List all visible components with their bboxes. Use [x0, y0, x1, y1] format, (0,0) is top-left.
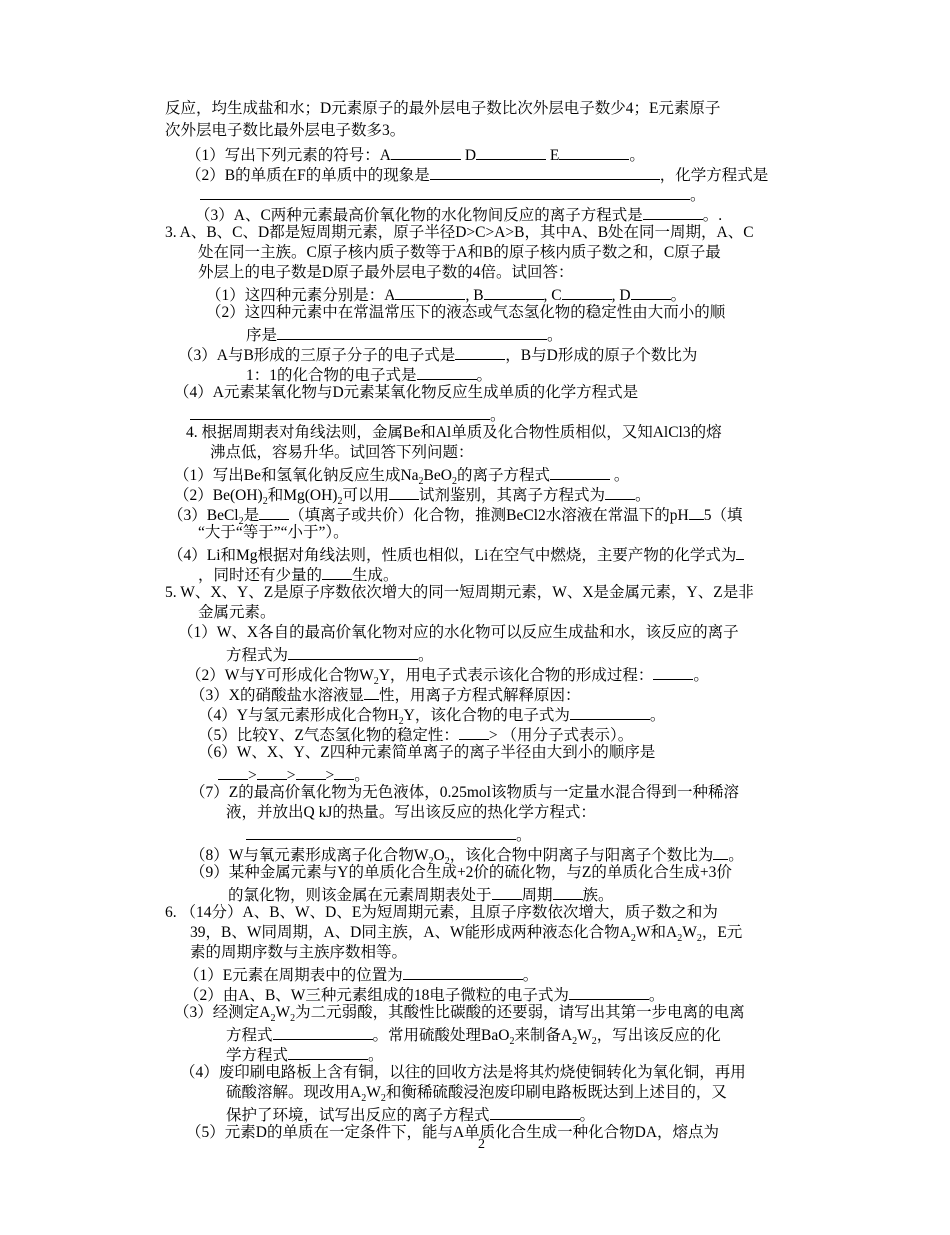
text-run: ，化学方程式是 — [659, 167, 769, 184]
text-run: E — [546, 147, 560, 164]
text-run: 。 — [579, 1107, 596, 1124]
answer-blank — [200, 184, 690, 200]
text-line — [195, 204, 722, 225]
text-run: 和衡稀硫酸浸泡废印刷电路板既达到上述目的，又 — [385, 1084, 727, 1101]
text-run: W和A — [635, 924, 678, 941]
text-line — [165, 584, 754, 602]
text-line — [218, 764, 370, 785]
text-run: 。 — [516, 827, 532, 844]
text-run: W — [577, 1027, 592, 1044]
answer-blank — [190, 404, 490, 420]
text-run: BeO — [423, 467, 452, 484]
answer-blank — [296, 764, 326, 780]
text-run: 3. A、B、C、D都是短周期元素，原子半径D>C>A>B，其中A、B处在同一周期，A、C — [165, 224, 754, 241]
text-line — [190, 684, 580, 705]
answer-blank — [736, 544, 744, 560]
answer-blank — [569, 984, 649, 1000]
text-run: （5）元素D的单质在一定条件下，能与A单质化合生成一种化合物DA，熔点为 — [186, 1124, 720, 1141]
answer-blank — [570, 704, 650, 720]
text-line — [228, 884, 614, 905]
text-run: （5）比较Y、Z气态氢化物的稳定性： — [198, 727, 459, 744]
text-run: W — [682, 924, 697, 941]
subscript: 2 — [238, 516, 244, 528]
text-line — [168, 544, 744, 565]
text-run: W — [366, 1084, 381, 1101]
answer-blank — [273, 1024, 373, 1040]
text-run: “大于“等于”“小于”）。 — [198, 524, 349, 541]
text-run: 。 — [728, 847, 744, 864]
subscript: 2 — [677, 933, 683, 945]
subscript: 2 — [361, 1093, 367, 1105]
text-run: （4）废印刷电路板上含有铜，以往的回收方法是将其灼烧使铜转化为氧化铜，再用 — [180, 1064, 746, 1081]
answer-blank — [605, 484, 635, 500]
text-run: 。 — [609, 467, 630, 484]
text-run: （4）A元素某氧化物与D元素某氧化物反应生成单质的化学方程式是 — [174, 384, 639, 401]
text-run: 。 — [418, 647, 434, 664]
text-line — [246, 324, 563, 345]
page-number: 2 — [478, 1137, 485, 1152]
text-line — [186, 144, 645, 165]
text-run: 。 — [670, 287, 687, 304]
subscript: 2 — [337, 496, 343, 508]
text-run: （2）W与Y可形成化合物W — [186, 667, 374, 684]
answer-blank — [259, 504, 289, 520]
text-run: （3）BeCl — [168, 507, 239, 524]
text-run: 反应，均生成盐和水；D元素原子的最外层电子数比次外层电子数少4；E元素原子 — [165, 100, 721, 117]
text-run: 和Mg(OH) — [267, 487, 338, 504]
text-run: 序是 — [246, 327, 278, 344]
text-run: 的离子方程式 — [456, 467, 550, 484]
text-run: > — [286, 767, 296, 784]
text-line — [186, 164, 768, 185]
subscript: 2 — [418, 476, 424, 488]
text-run: 生成。 — [352, 567, 399, 584]
text-run: , B — [465, 287, 484, 304]
answer-blank — [277, 324, 547, 340]
text-run: （2）Be(OH) — [174, 487, 263, 504]
text-run: ，写出该反应的化 — [596, 1027, 721, 1044]
text-line — [190, 864, 732, 882]
answer-blank — [288, 1044, 368, 1060]
subscript: 2 — [451, 476, 457, 488]
text-run: （3）X的硝酸盐水溶液显 — [190, 687, 364, 704]
text-run: 。. — [702, 207, 723, 224]
text-run: D — [460, 147, 477, 164]
text-run: 。 — [648, 987, 665, 1004]
text-run: 是 — [243, 507, 260, 524]
answer-blank — [403, 964, 523, 980]
answer-blank — [476, 144, 546, 160]
answer-blank — [430, 164, 660, 180]
answer-blank — [257, 764, 287, 780]
text-run: 液，并放出Q kJ的热量。写出该反应的热化学方程式： — [226, 804, 596, 821]
answer-blank — [559, 144, 629, 160]
subscript: 2 — [262, 496, 268, 508]
text-run: 39，B、W同周期，A、D同主族，A、W能形成两种液态化合物A — [190, 924, 631, 941]
text-run: 。 — [690, 187, 706, 204]
text-run: Y，该化合物的电子式为 — [403, 707, 570, 724]
answer-blank — [322, 564, 352, 580]
text-line — [206, 304, 725, 322]
text-run: （9）某种金属元素与Y的单质化合生成+2价的硫化物，与Z的单质化合生成+3价 — [190, 864, 732, 881]
text-line — [198, 244, 721, 262]
text-line — [198, 604, 276, 622]
text-run: 学方程式 — [226, 1047, 289, 1064]
text-run: ，该化合物中阴离子与阳离子个数比为 — [449, 847, 714, 864]
text-run: ，B与D形成的原子个数比为 — [505, 347, 698, 364]
text-line — [226, 1104, 595, 1125]
text-run: （4）Li和Mg根据对角线法则，性质也相似，Li在空气中燃烧，主要产物的化学式为 — [168, 547, 737, 564]
text-line — [165, 904, 718, 922]
text-line — [178, 344, 697, 365]
text-run: （3）A与B形成的三原子分子的电子式是 — [178, 347, 456, 364]
subscript: 2 — [696, 933, 702, 945]
subscript: 2 — [290, 1013, 296, 1025]
text-run: 周期 — [521, 887, 553, 904]
answer-blank — [455, 344, 505, 360]
answer-blank — [391, 144, 461, 160]
text-run: 沸点低，容易升华。试回答下列问题： — [210, 444, 474, 461]
text-line — [184, 984, 664, 1005]
text-line — [165, 100, 720, 118]
text-run: 次外层电子数比最外层电子数多3。 — [165, 122, 406, 139]
text-run: 保护了环境，试写出反应的离子方程式 — [226, 1107, 490, 1124]
answer-blank — [389, 484, 419, 500]
text-run: , D — [611, 287, 631, 304]
answer-blank — [550, 464, 610, 480]
text-run: （填离子或共价）化合物，推测BeCl2水溶液在常温下的pH — [289, 507, 689, 524]
text-line — [226, 644, 434, 665]
text-line — [190, 944, 407, 962]
text-run: Y，用电子式表示该化合物的形成过程： — [378, 667, 654, 684]
answer-blank — [490, 1104, 580, 1120]
text-run: （8）W与氧元素形成离子化合物W — [190, 847, 429, 864]
answer-blank — [395, 284, 465, 300]
text-run: （1）这四种元素分别是：A — [206, 287, 396, 304]
subscript: 2 — [444, 856, 450, 868]
text-run: 5（填 — [703, 507, 743, 524]
text-line — [206, 284, 686, 305]
subscript: 2 — [509, 1036, 515, 1048]
text-line — [174, 384, 638, 402]
text-run: （3）A、C两种元素最高价氧化物的水化物间反应的离子方程式是 — [195, 207, 643, 224]
text-run: 4. 根据周期表对角线法则，金属Be和Al单质及化合物性质相似，又知AlCl3的熔 — [186, 424, 722, 441]
text-run: 5. W、X、Y、Z是原子序数依次增大的同一短周期元素，W、X是金属元素，Y、Z是非 — [165, 584, 754, 601]
text-run: 6. （14分）A、B、W、D、E为短周期元素，且原子序数依次增大，质子数之和为 — [165, 904, 718, 921]
text-line — [165, 122, 405, 140]
text-run: 可以用 — [342, 487, 389, 504]
text-run: （6）W、X、Y、Z四种元素简单离子的离子半径由大到小的顺序是 — [198, 744, 656, 761]
text-line — [180, 1064, 746, 1082]
text-run: 方程式 — [226, 1027, 273, 1044]
subscript: 2 — [630, 933, 636, 945]
text-run: 方程式为 — [226, 647, 289, 664]
subscript: 2 — [428, 856, 434, 868]
text-line — [198, 524, 349, 542]
answer-blank — [713, 844, 728, 860]
text-run: ，E元 — [701, 924, 743, 941]
text-run: > — [325, 767, 335, 784]
answer-blank — [492, 884, 522, 900]
text-run: 金属元素。 — [198, 604, 276, 621]
text-run: 来制备A — [514, 1027, 573, 1044]
answer-blank — [288, 644, 418, 660]
text-line — [190, 784, 739, 802]
text-run: 为二元弱酸，其酸性比碳酸的还要弱，请写出其第一步电离的电离 — [295, 1004, 745, 1021]
text-line — [210, 444, 474, 462]
answer-blank — [334, 764, 354, 780]
text-line — [184, 964, 538, 985]
text-run: （1）写出下列元素的符号：A — [186, 147, 391, 164]
text-run: 。常用硫酸处理BaO — [372, 1027, 510, 1044]
text-line — [226, 804, 596, 822]
text-run: （2）B的单质在F的单质中的现象是 — [186, 167, 430, 184]
text-run: 。 — [522, 967, 539, 984]
text-run: （1）写出Be和氢氧化钠反应生成Na — [174, 467, 419, 484]
text-line — [200, 184, 706, 205]
text-run: （1）E元素在周期表中的位置为 — [184, 967, 403, 984]
text-run: ，同时还有少量的 — [198, 567, 323, 584]
text-line — [226, 1044, 384, 1065]
text-run: 。 — [693, 667, 709, 684]
text-run: 的氯化物，则该金属在元素周期表处于 — [228, 887, 492, 904]
answer-blank — [631, 284, 671, 300]
text-run: 。 — [634, 487, 651, 504]
text-run: 试剂鉴别，其离子方程式为 — [418, 487, 605, 504]
text-line — [246, 824, 532, 845]
answer-blank — [484, 284, 544, 300]
text-line — [186, 424, 722, 442]
text-run: （2）由A、B、W三种元素组成的18电子微粒的电子式为 — [184, 987, 569, 1004]
text-run: O — [433, 847, 445, 864]
text-run: 。 — [547, 327, 563, 344]
text-line — [246, 364, 492, 385]
text-run: 。 — [368, 1047, 384, 1064]
answer-blank — [653, 664, 693, 680]
text-run: 。 — [490, 407, 506, 424]
text-line — [165, 224, 754, 242]
answer-blank — [364, 684, 379, 700]
text-run: 硫酸溶解。现改用A — [226, 1084, 362, 1101]
text-run: （2）这四种元素中在常温常压下的液态或气态氢化物的稳定性由大而小的顺 — [206, 304, 726, 321]
text-line — [198, 724, 633, 745]
answer-blank — [643, 204, 703, 220]
text-run: 。 — [476, 367, 493, 384]
text-line — [178, 624, 739, 642]
text-run: > （用分子式表示）。 — [488, 727, 634, 744]
text-run: （1）W、X各自的最高价氧化物对应的水化物可以反应生成盐和水，该反应的离子 — [178, 624, 739, 641]
subscript: 2 — [591, 1036, 597, 1048]
subscript: 2 — [398, 716, 404, 728]
text-run: , C — [543, 287, 562, 304]
text-run: （3）经测定A — [174, 1004, 271, 1021]
subscript: 2 — [572, 1036, 578, 1048]
text-line — [190, 404, 506, 425]
subscript: 2 — [380, 1093, 386, 1105]
answer-blank — [417, 364, 477, 380]
answer-blank — [218, 764, 248, 780]
text-line — [198, 564, 399, 585]
text-run: 。 — [354, 767, 370, 784]
text-run: 。 — [629, 147, 645, 164]
text-run: （4）Y与氢元素形成化合物H — [198, 707, 399, 724]
text-run: 性，用离子方程式解释原因： — [378, 687, 581, 704]
text-run: 族。 — [582, 887, 614, 904]
text-run: 处在同一主族。C原子核内质子数等于A和B的原子核内质子数之和，C原子最 — [198, 244, 721, 261]
text-run: W — [275, 1004, 291, 1021]
text-run: > — [248, 767, 257, 784]
answer-blank — [246, 824, 516, 840]
answer-blank — [562, 284, 612, 300]
text-run: 。 — [649, 707, 666, 724]
text-line — [186, 1124, 719, 1142]
text-line — [198, 744, 655, 762]
text-run: 1：1的化合物的电子式是 — [246, 367, 417, 384]
text-line — [198, 264, 573, 282]
subscript: 2 — [373, 676, 379, 688]
text-run: 外层上的电子数是D原子最外层电子数的4倍。试回答： — [198, 264, 574, 281]
text-run: （7）Z的最高价氧化物为无色液体，0.25mol该物质与一定量水混合得到一种稀溶 — [190, 784, 739, 801]
subscript: 2 — [270, 1013, 276, 1025]
answer-blank — [459, 724, 489, 740]
answer-blank — [553, 884, 583, 900]
text-run: 素的周期序数与主族序数相等。 — [190, 944, 408, 961]
answer-blank — [689, 504, 704, 520]
